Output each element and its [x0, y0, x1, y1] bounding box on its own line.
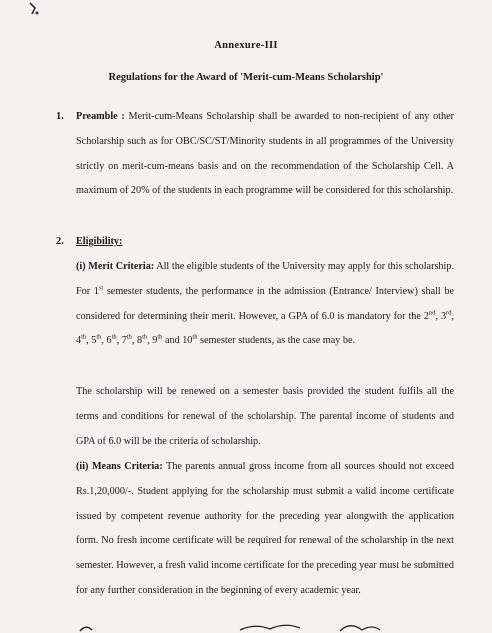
- eligibility-heading-line: [76, 230, 454, 255]
- merit-text: and 10: [162, 335, 193, 347]
- ordinal-suffix: th: [157, 334, 163, 341]
- means-criteria-label: (ii) Means Criteria:: [76, 461, 163, 472]
- renewal-paragraph: The scholarship will be renewed on a semester basis provided the student fulfils all the terms and conditions for renewal of the scholarship. The parental income of students and GPA of 6.0 will be the criteria of scholarship.: [76, 386, 454, 447]
- merit-text: , 6: [101, 335, 112, 347]
- merit-text: All the eligible students of the University may apply for this scholarship. For 1: [76, 261, 454, 297]
- means-criteria-paragraph: [76, 455, 454, 604]
- ordinal-suffix: th: [142, 334, 148, 341]
- merit-text: , 9: [147, 335, 158, 347]
- merit-text: , 7: [116, 335, 127, 347]
- merit-text: , 5: [86, 335, 97, 347]
- preamble-text: Merit-cum-Means Scholarship shall be awarded to non-recipient of any other Scholarship such as for OBC/SC/ST/Minority students in all programmes of the University strictly on merit-cum-means basis and on the recommendation of the Scholarship Cell. A maximum of 20% of the students in each programme will be considered for this scholarship.: [76, 111, 455, 197]
- merit-text: semester students, as the case may be.: [197, 335, 356, 347]
- preamble-label: Preamble :: [76, 111, 125, 122]
- section-number-eligibility: 2.: [56, 236, 64, 247]
- merit-text: , 4: [76, 310, 454, 347]
- merit-criteria-paragraph: [76, 255, 454, 354]
- ordinal-suffix: th: [111, 334, 117, 341]
- section-number-preamble: 1.: [56, 111, 64, 122]
- scan-mark-icon: [28, 2, 42, 18]
- ordinal-suffix: rd: [446, 309, 452, 317]
- annexure-heading: Annexure-III: [214, 40, 278, 51]
- ordinal-suffix: th: [96, 334, 102, 341]
- merit-text: semester students, the performance in the admission (Entrance/ Interview) shall be considered for determining their merit. However, a GPA of 6.0 is mandatory for the 2: [76, 285, 454, 322]
- ordinal-suffix: nd: [428, 309, 436, 317]
- handwriting-scribble: [0, 618, 492, 633]
- merit-criteria-label: (i) Merit Criteria:: [76, 261, 155, 272]
- eligibility-label: Eligibility:: [76, 236, 123, 247]
- document-title: Regulations for the Award of 'Merit-cum-Means Scholarship': [108, 72, 384, 83]
- preamble-paragraph: [76, 105, 454, 204]
- merit-text: , 3: [435, 310, 447, 322]
- ordinal-suffix: th: [81, 334, 87, 341]
- ordinal-suffix: th: [192, 334, 198, 341]
- ordinal-suffix: th: [126, 334, 132, 341]
- ordinal-suffix: st: [98, 284, 104, 292]
- merit-text: , 8: [131, 335, 143, 347]
- means-criteria-text: The parents annual gross income from all sources should not exceed Rs.1,20,000/-. Student applying for the scholarship must submit a valid income certificate issued by competent revenue authority for the preceding year alongwith the application form. No fresh income certificate will be required for renewal of the scholarship in the next semester. However, a fresh valid income certificate for the preceding year must be submitted for any further consideration in the beginning of every academic year.: [76, 461, 454, 596]
